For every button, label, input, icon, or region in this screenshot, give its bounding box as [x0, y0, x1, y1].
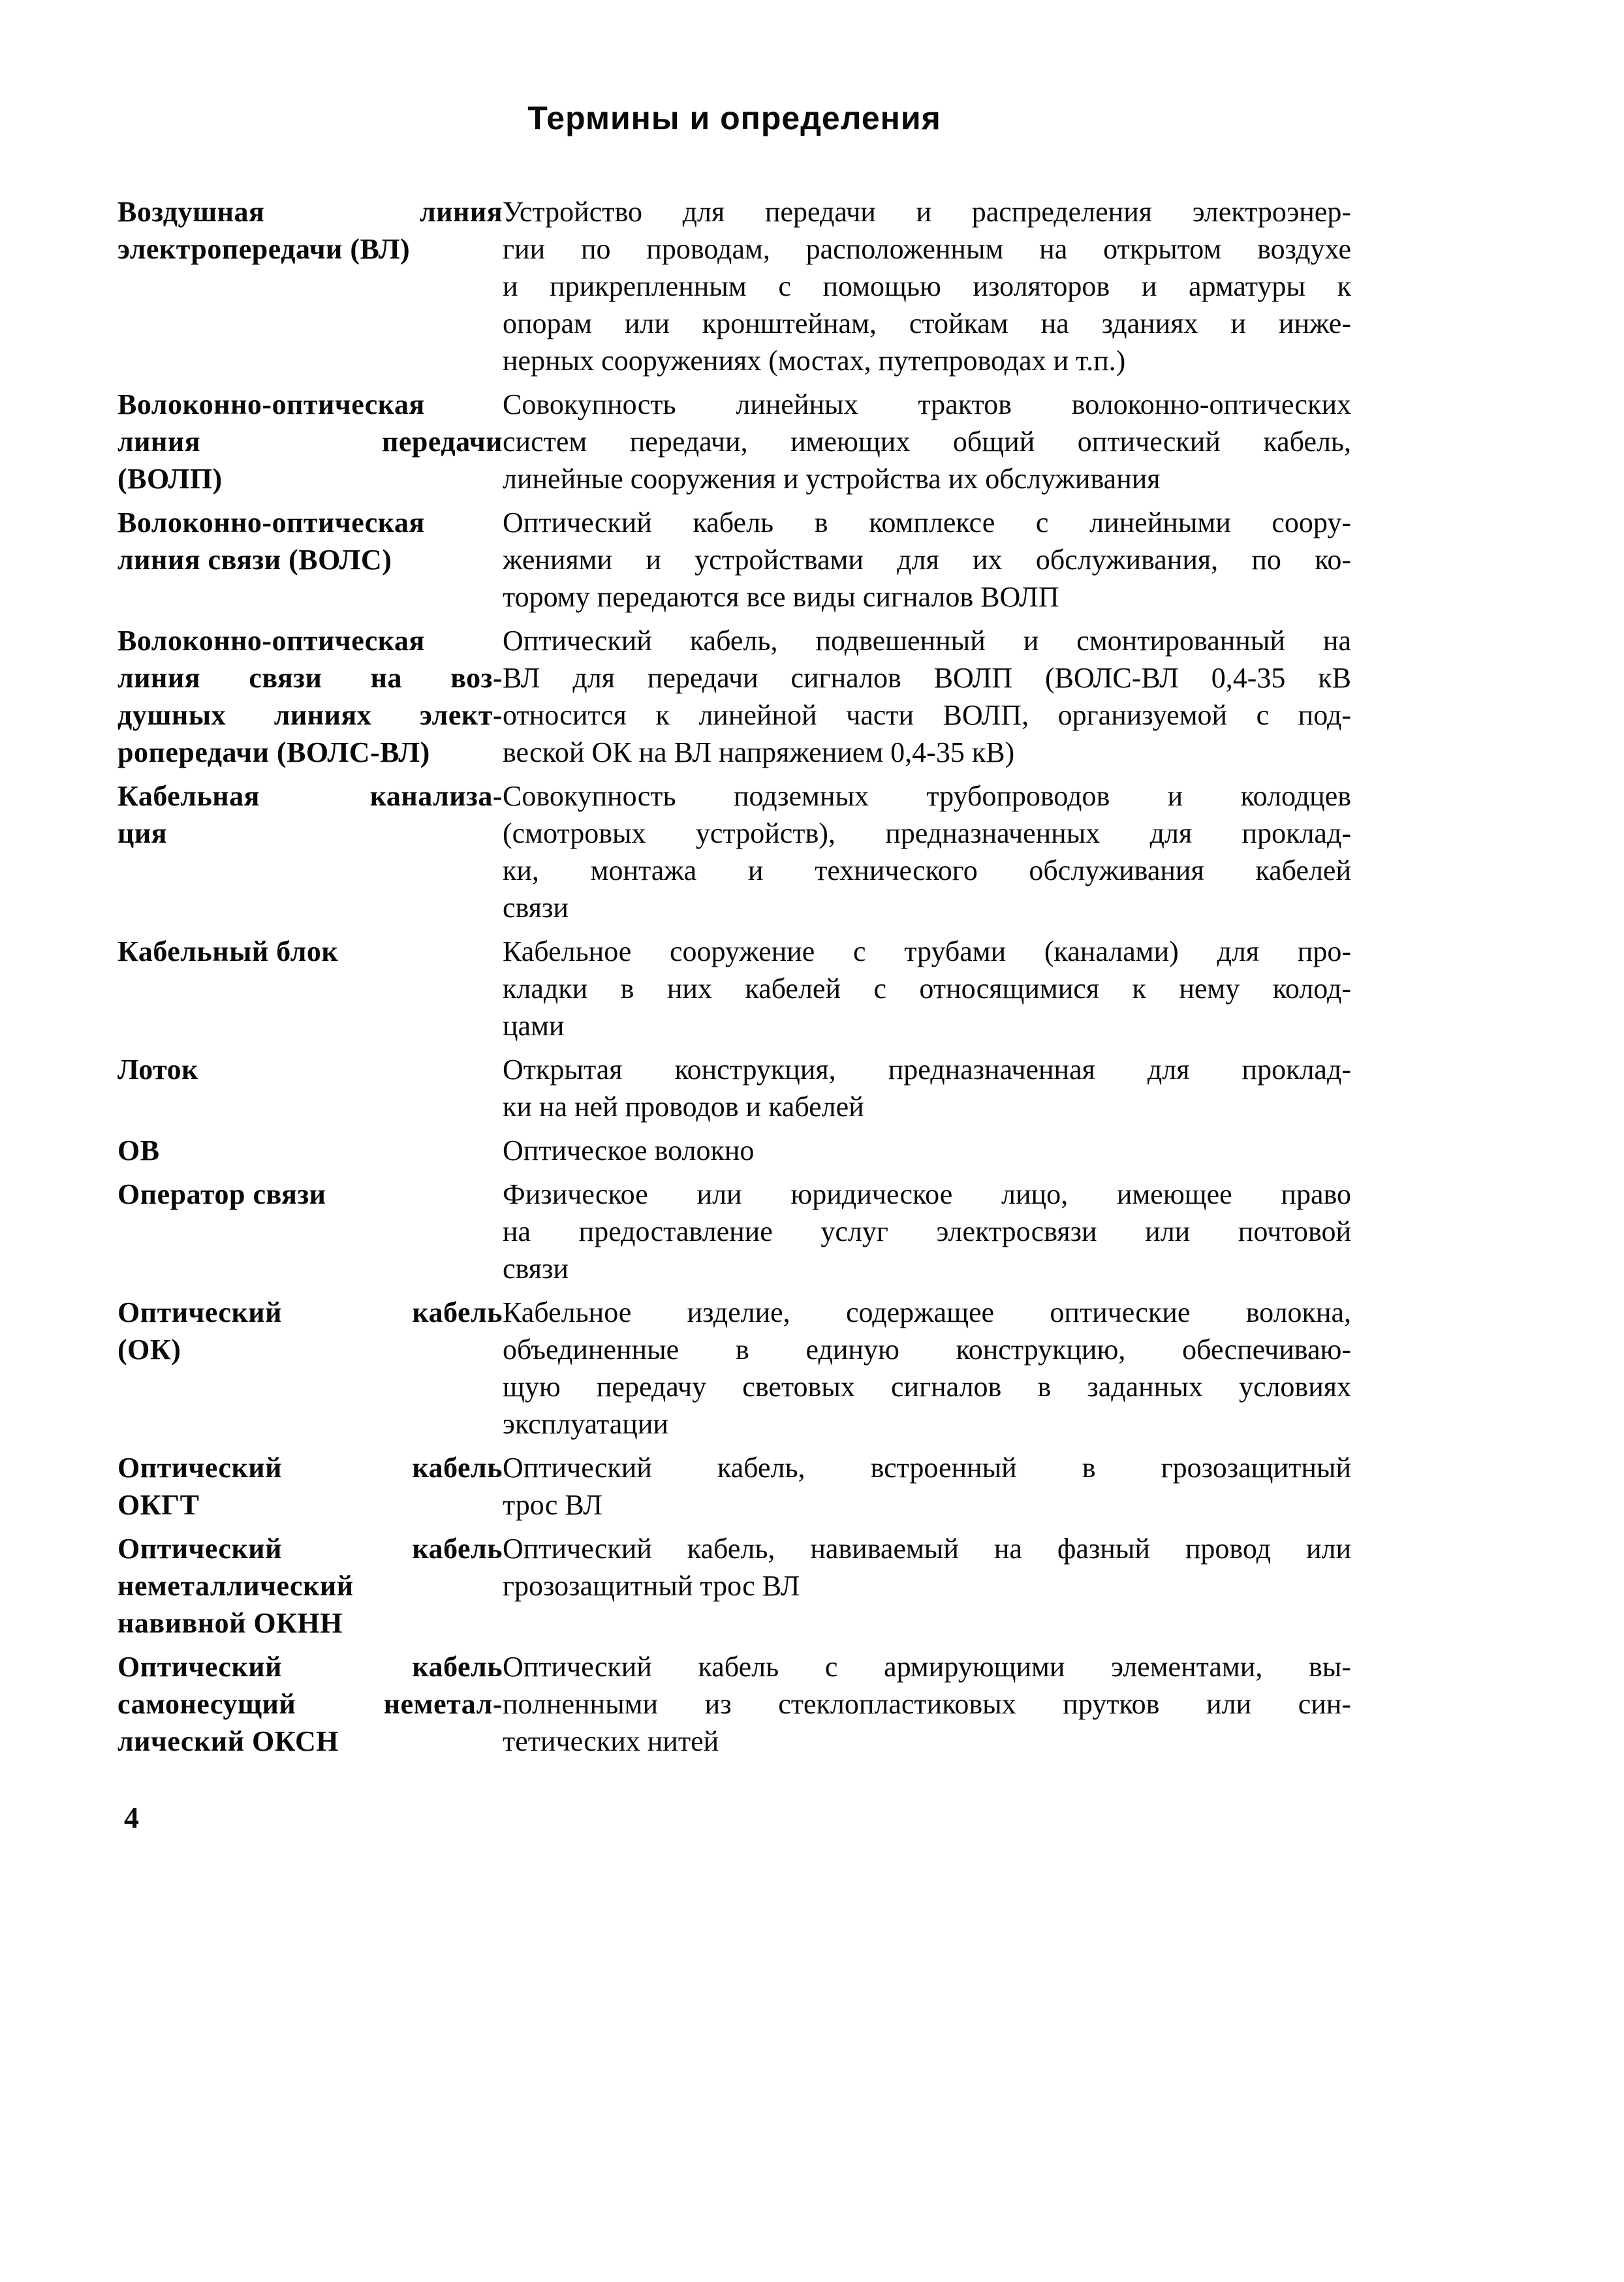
term-definition-line: связи: [503, 1253, 569, 1285]
term-definition-line: Открытая конструкция, предназначенная для проклад-: [503, 1054, 1351, 1086]
term-name: [117, 622, 503, 771]
term-name-line: ОВ: [117, 1134, 160, 1166]
term-definition-line: (смотровых устройств), предназначенных для проклад-: [503, 817, 1351, 849]
term-name-line: Оптический кабель: [117, 1651, 503, 1683]
term-name-line: навивной ОКНН: [117, 1607, 343, 1639]
term-definition-line: Оптическое волокно: [503, 1134, 755, 1166]
glossary-entry: [117, 1294, 1351, 1443]
term-name-line: самонесущий неметал-: [117, 1688, 503, 1720]
glossary-entry: [117, 1648, 1351, 1760]
term-definition: [503, 1176, 1351, 1287]
term-name: [117, 933, 503, 1044]
glossary-entry: [117, 622, 1351, 771]
glossary-entry: [117, 504, 1351, 616]
term-definition-line: цами: [503, 1010, 565, 1042]
term-definition-line: веской ОК на ВЛ напряжением 0,4-35 кВ): [503, 736, 1015, 768]
term-definition-line: Оптический кабель, подвешенный и смонтированный на: [503, 625, 1351, 657]
term-name-line: (ОК): [117, 1334, 181, 1366]
term-definition-line: Оптический кабель, встроенный в грозозащитный: [503, 1452, 1351, 1484]
glossary-entry: [117, 933, 1351, 1044]
term-name-line: Воздушная линия: [117, 196, 503, 228]
term-name-line: Лоток: [117, 1054, 198, 1086]
term-name-line: Волоконно-оптическая: [117, 507, 425, 539]
term-definition-line: Оптический кабель с армирующими элементами, вы-: [503, 1651, 1351, 1683]
term-definition-line: эксплуатации: [503, 1408, 668, 1440]
term-definition-line: гии по проводам, расположенным на открытом воздухе: [503, 233, 1351, 265]
term-definition-line: ки на ней проводов и кабелей: [503, 1091, 864, 1123]
term-definition: [503, 386, 1351, 497]
term-definition-line: торому передаются все виды сигналов ВОЛП: [503, 581, 1059, 613]
page-number: 4: [124, 1801, 139, 1834]
term-name-line: линия связи (ВОЛС): [117, 544, 392, 576]
glossary-entry: [117, 1176, 1351, 1287]
term-definition: [503, 504, 1351, 616]
glossary-entry: [117, 1051, 1351, 1125]
term-definition: [503, 1449, 1351, 1524]
term-name: [117, 1294, 503, 1443]
term-definition-line: Устройство для передачи и распределения электроэнер-: [503, 196, 1351, 228]
term-definition-line: относится к линейной части ВОЛП, организуемой с под-: [503, 699, 1351, 731]
term-definition: [503, 1051, 1351, 1125]
term-definition-line: Оптический кабель в комплексе с линейными соору-: [503, 507, 1351, 539]
term-name-line: неметаллический: [117, 1570, 354, 1602]
term-name: [117, 1051, 503, 1125]
term-definition: [503, 622, 1351, 771]
glossary-entry: [117, 777, 1351, 926]
term-definition: [503, 777, 1351, 926]
glossary-entry: [117, 1530, 1351, 1642]
term-definition-line: ки, монтажа и технического обслуживания кабелей: [503, 854, 1351, 886]
term-name-line: ОКГТ: [117, 1489, 200, 1521]
term-definition-line: на предоставление услуг электросвязи или почтовой: [503, 1215, 1351, 1247]
term-definition: [503, 1294, 1351, 1443]
term-name-line: (ВОЛП): [117, 463, 223, 495]
glossary-entry: [117, 1449, 1351, 1524]
term-definition-line: кладки в них кабелей с относящимися к нему колод-: [503, 973, 1351, 1005]
term-name-line: Волоконно-оптическая: [117, 388, 425, 420]
term-name-line: Кабельная канализа-: [117, 780, 503, 812]
term-name-line: ропередачи (ВОЛС-ВЛ): [117, 736, 430, 768]
term-name-line: электропередачи (ВЛ): [117, 233, 411, 265]
term-name: [117, 504, 503, 616]
term-definition-line: систем передачи, имеющих общий оптический кабель,: [503, 426, 1351, 458]
term-name: [117, 193, 503, 379]
term-name-line: линия связи на воз-: [117, 662, 503, 694]
term-definition-line: опорам или кронштейнам, стойкам на зданиях и инже-: [503, 307, 1351, 339]
page-title: Термины и определения: [527, 100, 941, 136]
term-definition-line: Кабельное изделие, содержащее оптические волокна,: [503, 1296, 1351, 1328]
term-definition-line: трос ВЛ: [503, 1489, 602, 1521]
term-definition-line: щую передачу световых сигналов в заданных условиях: [503, 1371, 1351, 1403]
term-definition-line: Кабельное сооружение с трубами (каналами) для про-: [503, 935, 1351, 967]
term-name-line: лический ОКСН: [117, 1725, 339, 1757]
term-name: [117, 1449, 503, 1524]
term-definition: [503, 1648, 1351, 1760]
term-name: [117, 1648, 503, 1760]
term-name-line: Кабельный блок: [117, 935, 339, 967]
term-definition-line: линейные сооружения и устройства их обслуживания: [503, 463, 1161, 495]
term-definition: [503, 1530, 1351, 1642]
term-name-line: Оптический кабель: [117, 1296, 503, 1328]
term-definition: [503, 933, 1351, 1044]
glossary-entry: [117, 386, 1351, 497]
term-definition-line: объединенные в единую конструкцию, обеспечиваю-: [503, 1334, 1351, 1366]
term-definition: [503, 193, 1351, 379]
term-definition: [503, 1132, 1351, 1169]
term-definition-line: Физическое или юридическое лицо, имеющее право: [503, 1178, 1351, 1210]
glossary-entry: [117, 193, 1351, 379]
glossary-entry: [117, 1132, 1351, 1169]
term-definition-line: Совокупность линейных трактов волоконно-оптических: [503, 388, 1351, 420]
term-definition-line: тетических нитей: [503, 1725, 719, 1757]
term-definition-line: жениями и устройствами для их обслуживания, по ко-: [503, 544, 1351, 576]
term-name: [117, 1132, 503, 1169]
term-definition-line: Совокупность подземных трубопроводов и колодцев: [503, 780, 1351, 812]
term-definition-line: грозозащитный трос ВЛ: [503, 1570, 800, 1602]
term-name: [117, 777, 503, 926]
term-name-line: Оптический кабель: [117, 1533, 503, 1565]
term-name: [117, 386, 503, 497]
term-definition-line: Оптический кабель, навиваемый на фазный провод или: [503, 1533, 1351, 1565]
term-name-line: Оптический кабель: [117, 1452, 503, 1484]
term-name: [117, 1530, 503, 1642]
term-name-line: Волоконно-оптическая: [117, 625, 425, 657]
term-name-line: душных линиях элект-: [117, 699, 503, 731]
term-name-line: ция: [117, 817, 168, 849]
term-name-line: Оператор связи: [117, 1178, 326, 1210]
term-definition-line: нерных сооружениях (мостах, путепроводах и т.п.): [503, 345, 1126, 377]
term-definition-line: и прикрепленным с помощью изоляторов и арматуры к: [503, 270, 1351, 302]
term-definition-line: полненными из стеклопластиковых прутков или син-: [503, 1688, 1351, 1720]
term-definition-line: ВЛ для передачи сигналов ВОЛП (ВОЛС-ВЛ 0,4-35 кВ: [503, 662, 1351, 694]
term-definition-line: связи: [503, 892, 569, 924]
term-name-line: линия передачи: [117, 426, 503, 458]
glossary-list: [117, 193, 1351, 1760]
term-name: [117, 1176, 503, 1287]
